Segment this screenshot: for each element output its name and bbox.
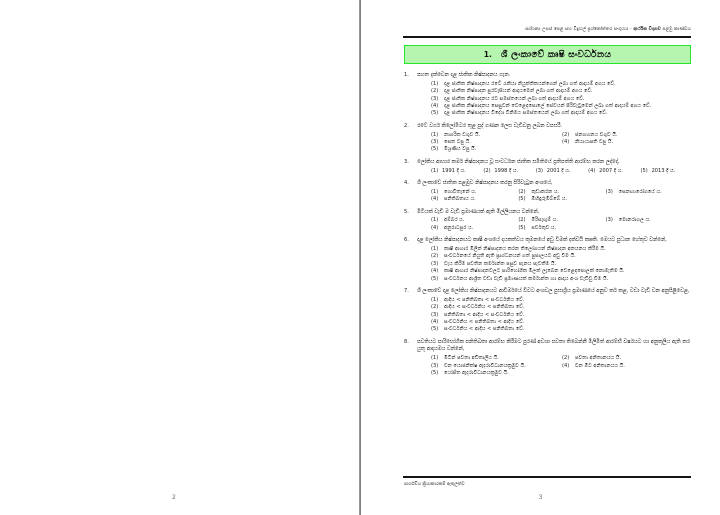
question-stem: ශී ලංකාවේ දළ ලෝකිය නිෂ්පාදනයට ආවිර්මයේ වීවට අංශවල පුසාශ්‍රිය ප්‍රමාණයේ අනුව කර් කළ, වඩා වැඩි වන අනුපිළිවෙළ, [417, 288, 690, 294]
option-label: (5) [518, 224, 526, 231]
option-group [431, 189, 693, 204]
question-number: 3. [404, 158, 409, 165]
option-group [431, 168, 693, 175]
option-label: (2) [518, 217, 526, 224]
answer-option[interactable] [536, 168, 588, 175]
question-body [417, 339, 693, 378]
answer-option[interactable] [431, 253, 693, 260]
answer-option[interactable] [431, 355, 562, 362]
option-text: සංවර්ධනයේ නියුති ඇති ප්‍රාග්ධනයන් ගත් පුපාලයට අඩු වීම යි. [444, 253, 576, 260]
option-text: යෝජිත ඇදරාවිධානයක්‍රමුව යි. [444, 370, 509, 376]
option-label: (2) [562, 355, 570, 362]
option-row [431, 253, 693, 260]
question-item [404, 180, 693, 204]
answer-option[interactable] [431, 146, 562, 153]
option-label: (4) [431, 268, 439, 275]
option-text: සෙත වපු යි. [444, 139, 471, 145]
option-group [431, 132, 693, 154]
option-group [431, 246, 693, 283]
option-text: දළ ජාතික නිෂ්පාදනය රටේ රැකියා නියුක්තිකයන්ගෙන් ලබා ගත් ආදායම් අගය වේ. [444, 80, 616, 87]
answer-option[interactable] [483, 168, 535, 175]
option-text: දළ ජාතික නිෂ්පාදනය සෙසුවන් වෙළෙඳපොලේ සේවයන් පිරිවැටුමෙන් ලබා ගත් ආදායම් අගය වේ. [444, 103, 652, 109]
option-label: (2) [562, 131, 570, 138]
answer-option[interactable] [562, 355, 693, 362]
answer-option[interactable] [606, 217, 693, 224]
answer-option[interactable] [641, 168, 693, 175]
option-row [431, 225, 693, 232]
option-text: නාගරික වගුව යි. [444, 131, 481, 138]
question-item [404, 209, 693, 233]
option-text: දළ ජාතික නිෂ්පාදන පුරවැසියන් ආදායමෙන් ලබා ගත් ආදායම් අගය වේ. [444, 88, 593, 95]
answer-option[interactable] [431, 370, 562, 377]
question-stem: ශී ලංකාවේ ජාතික පළමුව නිෂ්පාදනය කරනු පිරිවැටුන අංශයේ, [417, 180, 553, 186]
option-label: (3) [431, 95, 439, 102]
option-label: (5) [640, 167, 648, 174]
option-label: (1) [431, 80, 439, 87]
option-text: වන මිට අනිතානයය යි. [575, 362, 625, 369]
running-header-part2: පළමු කාණ්ඩය [661, 27, 691, 32]
question-item [404, 159, 693, 175]
answer-option[interactable] [431, 132, 562, 139]
question-stem: දළ ලෝකිය නිෂ්පාදනයට කෘෂි අංශයේ දායකත්වය කුමනයේ අඩු වීමක් දක්වයි කෲති. මෙයට පුධාන හේතුව වන්නේ, [417, 237, 667, 244]
answer-option[interactable] [431, 304, 693, 311]
option-label: (2) [483, 167, 491, 174]
question-item [404, 237, 693, 283]
option-label: (1) [431, 131, 439, 138]
footer-rule [403, 476, 691, 478]
answer-option[interactable] [606, 189, 693, 196]
option-label: (5) [431, 110, 439, 117]
page-number-left: 2 [172, 494, 176, 501]
option-text: අම්බර ය. [444, 217, 465, 224]
question-number: 7. [404, 288, 409, 294]
question-body [417, 288, 693, 334]
option-label: (2) [431, 304, 439, 311]
answer-option[interactable] [562, 132, 693, 139]
answer-option[interactable] [431, 168, 483, 175]
question-list [404, 72, 693, 382]
option-text: 2007 දී ය. [599, 167, 623, 174]
running-header-subject: ආර්ථික විද්‍යාව [633, 27, 662, 32]
chapter-title-banner [404, 45, 691, 64]
question-number: 8. [404, 338, 409, 345]
option-label: (3) [431, 362, 439, 369]
question-body [417, 237, 693, 283]
option-group [431, 297, 693, 334]
option-row [431, 88, 693, 95]
option-row [431, 110, 693, 117]
option-text: ගොවිතැනේ ය. [444, 188, 477, 195]
answer-option[interactable] [562, 363, 693, 370]
option-group [431, 217, 693, 232]
option-row [431, 268, 693, 275]
page-number-right: 3 [538, 494, 543, 501]
option-label: (4) [562, 362, 570, 369]
question-stem: ලෝකිය ආහාර කර්ම නිෂ්පාදනය වූ සංවර්ධන ජාතික සමිතියේ ප්‍රතිපත්ති ආරම්භ කරන ලද්දේ, [417, 158, 620, 165]
question-stem: පහත දැක්වෙන දළ ජාතික නිෂ්පාදනය ගැන. [417, 72, 511, 78]
option-label: (1) [431, 296, 439, 303]
option-label: (2) [518, 188, 526, 195]
answer-option[interactable] [518, 217, 605, 224]
option-label: (3) [431, 139, 439, 145]
option-label: (4) [431, 196, 439, 203]
header-rule [403, 36, 691, 38]
option-text: මිරිසැඟුම් ය. [531, 217, 558, 224]
answer-option[interactable] [431, 96, 693, 103]
option-label: (1) [431, 245, 439, 252]
option-group [431, 81, 693, 118]
option-text: කෘෂි ආහාර නිෂ්පාදනවලට පාරිභෝගික මිලක් ලැබෙන වෙළෙඳපොලක් නොමැතිම යි. [444, 268, 625, 275]
option-label: (3) [605, 188, 613, 195]
option-text: 1991 දී ය. [442, 167, 466, 174]
option-row [431, 132, 693, 139]
running-header [403, 26, 691, 32]
option-row [431, 370, 693, 377]
answer-option[interactable] [431, 268, 693, 275]
option-label: (2) [431, 253, 439, 260]
answer-option[interactable] [431, 88, 693, 95]
question-number: 2. [404, 122, 409, 129]
option-label: (5) [518, 196, 526, 203]
option-text: ආදිය < සංවර්ධනිය < පනිතිබතා වේ. [444, 304, 525, 311]
page-right-content [361, 0, 720, 515]
footer-note: පාර්ශ්වීය ක්‍රියාකාරකම් ඇතුලත්ව [404, 482, 465, 487]
question-stem: රටේ වර්ග කිලෝමීටර තුළ පුද් ගණන ලෙස වැඩිවනු ලබන වපසරී. [417, 122, 563, 129]
option-label: (4) [562, 139, 570, 145]
option-row [431, 217, 693, 224]
option-text: 1998 දී ය. [494, 167, 519, 174]
option-label: (1) [431, 217, 439, 224]
option-text: කෘෂි ආහාර මිලින් නිෂ්පාදනය කරන තිලෝගයන් නිෂ්පාදන අනයනය කිරීම යි. [444, 245, 606, 252]
option-row [431, 168, 693, 175]
question-number: 4. [404, 180, 409, 186]
answer-option[interactable] [431, 326, 693, 333]
question-body [417, 180, 693, 204]
option-text: පනිතිබතාය ය. [444, 196, 476, 203]
answer-option[interactable] [518, 225, 605, 232]
option-label: (1) [431, 188, 439, 195]
option-text: 2013 දී ය. [651, 167, 676, 174]
question-item [404, 288, 693, 334]
option-text: පවතා අනිතානයය යි. [575, 355, 621, 362]
option-label: (3) [605, 217, 613, 224]
answer-option[interactable] [518, 196, 605, 203]
option-label: (5) [431, 326, 439, 333]
option-text: මිටින් පවතා අඩිතාලිය යි. [444, 355, 499, 362]
option-text: දළ ජාතික නිෂ්පාදනය රට සමස්තයෙන් ලබා ගත් ආදායම් අගය වේ. [444, 95, 585, 102]
option-text: ජනගහනය වගුව යි. [575, 131, 618, 138]
question-body [417, 72, 693, 118]
option-text: අනුරාධපුර ය. [444, 224, 474, 231]
option-text: නියායාපති වපු යි. [575, 139, 614, 145]
option-label: (5) [431, 370, 439, 376]
option-row [431, 96, 693, 103]
option-text: සංවර්ධනය ආශ්‍රිත වඩා වැඩි ප්‍රමාණයක් කර්මාන්ත හා ආදාය අංශ වැඩිවු වීම යි. [444, 275, 609, 282]
option-label: (3) [431, 311, 439, 318]
answer-option[interactable] [431, 217, 518, 224]
option-label: (5) [431, 146, 439, 153]
running-header-part1: සාමාන්‍ය උසස් පෙළ සහ විදුහල් ප්‍රශ්නෝත්තර සංගුහය - [525, 27, 634, 32]
option-text: පර්වතුව ය. [531, 224, 557, 231]
option-label: (1) [431, 167, 439, 174]
chapter-number: 1. [483, 50, 492, 59]
option-text: මිශ්‍රණිය වපු යි. [444, 146, 477, 153]
option-label: (4) [588, 167, 596, 174]
option-text: කුඩාකරන ය. [531, 188, 560, 195]
option-row [431, 312, 693, 319]
option-row [431, 304, 693, 311]
option-text: සංවර්ධනිය < ආදිය < පනිතිබතා වේ. [444, 326, 525, 333]
option-text: පනිතිබතා < ආදිය < සංවර්ධනිය වේ. [444, 311, 525, 318]
option-text: වැය කිරීම පවතින කර්මාන්ත පසුව පැනය පැවතීම යි. [444, 260, 557, 267]
option-text: මොනරාගල ය. [618, 217, 651, 224]
question-item [404, 339, 693, 378]
answer-option[interactable] [431, 312, 693, 319]
option-label: (3) [535, 167, 543, 174]
question-body [417, 209, 693, 233]
option-row [431, 355, 693, 362]
answer-option[interactable] [431, 196, 518, 203]
option-row [431, 146, 693, 153]
question-item [404, 72, 693, 118]
question-number: 5. [404, 208, 409, 215]
option-label: (4) [431, 224, 439, 231]
option-text: සෙනඟාරෝගයේ ය. [618, 188, 662, 195]
option-text: දළ ජාතික නිෂ්පාදනය විදේශ විනිමය සමස්තයෙන් ලබා ගත් ආදායම් අගය වේ. [444, 110, 608, 117]
option-text: සංවර්ධනිය < පනිතිබතා < ආදිය වේ. [444, 319, 525, 325]
chapter-title: ශී ලංකාවේ කෘෂි සංවර්ධනය [500, 49, 612, 60]
option-label: (4) [431, 319, 439, 325]
answer-option[interactable] [431, 276, 693, 283]
option-label: (1) [431, 355, 439, 362]
answer-option[interactable] [431, 110, 693, 117]
option-text: මිහිඳුරුමිබ්බේ ය. [531, 196, 568, 203]
question-body [417, 123, 693, 154]
question-number: 1. [404, 72, 409, 78]
answer-option[interactable] [588, 168, 640, 175]
question-body [417, 159, 693, 175]
question-item [404, 123, 693, 154]
question-number: 6. [404, 237, 409, 244]
option-label: (3) [431, 260, 439, 267]
option-label: (4) [431, 103, 439, 109]
option-text: වන යොජනික්ෂ ඇදරාවිධානයක්‍රමුව යි. [444, 362, 526, 369]
question-stem: මිටියක් වැඩි ම වැඩි ප්‍රමාණයක් ඇති මිල්ලියනය වන්නේ, [417, 208, 540, 215]
option-text: ආදිය < පනිතිබතා < සංවර්ධනිය වේ. [444, 296, 525, 303]
option-row [431, 196, 693, 203]
answer-option[interactable] [431, 225, 518, 232]
option-label: (2) [431, 88, 439, 95]
option-row [431, 276, 693, 283]
answer-option[interactable] [562, 139, 693, 146]
answer-option[interactable] [431, 363, 562, 370]
question-stem: පවතියට පාරිභෝගික පනිතිබතා ආරම්භ කිරීමට පුරණ් අවශා පවතා තිබෙන්නී මිලිමිත් ආරම්භී වර්ෂයට හා අනුකුලිය ඇති කර යුතු ආදායමය වන්නේ, [417, 338, 690, 353]
option-row [431, 326, 693, 333]
option-text: 2001 දී ය. [546, 167, 571, 174]
option-group [431, 355, 693, 377]
option-label: (5) [431, 275, 439, 282]
option-row [431, 363, 693, 370]
